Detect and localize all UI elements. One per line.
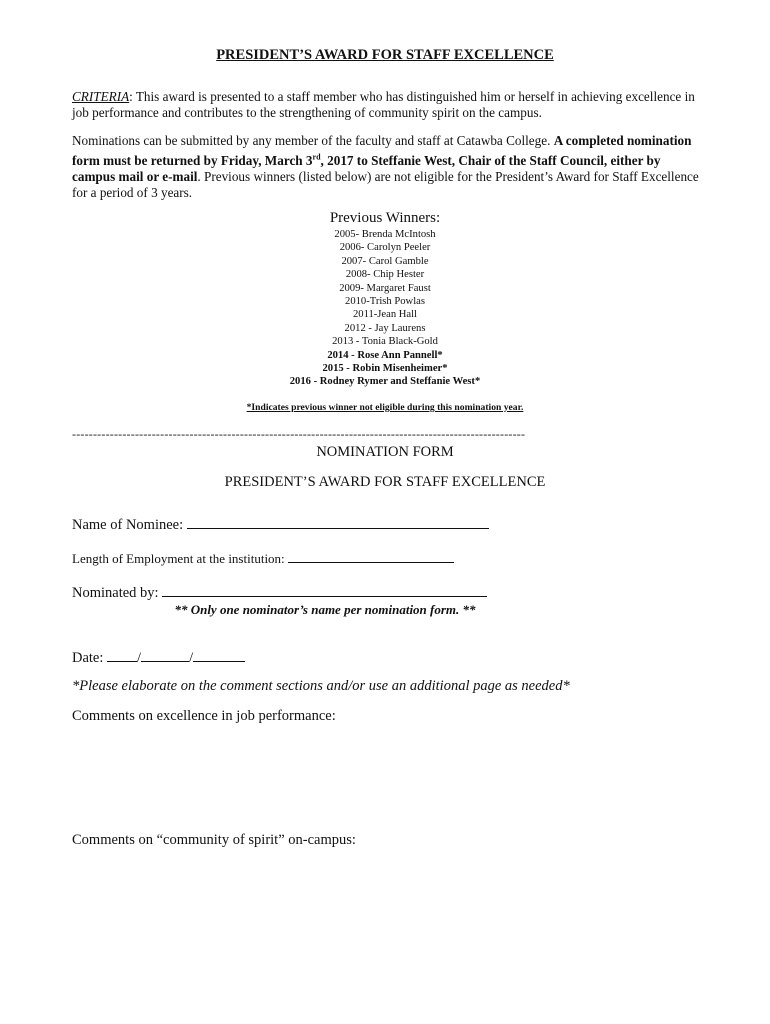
winner-item: 2006- Carolyn Peeler bbox=[339, 242, 431, 254]
winner-item: 2009- Margaret Faust bbox=[339, 282, 431, 294]
winner-item: 2005- Brenda McIntosh bbox=[334, 229, 436, 240]
deadline-part1: A completed nomination form must be returned by Friday, March 3 bbox=[72, 133, 692, 168]
nominee-label: Name of Nominee: bbox=[72, 517, 187, 533]
date-field-row bbox=[72, 649, 245, 667]
employment-label: Length of Employment at the institution: bbox=[72, 551, 288, 566]
nomination-intro: Nominations can be submitted by any member of the faculty and staff at Catawba College. bbox=[72, 133, 554, 148]
date-day-blank[interactable] bbox=[141, 649, 189, 662]
winner-item: 2012 - Jay Laurens bbox=[344, 322, 426, 334]
employment-field-row bbox=[72, 550, 454, 567]
employment-blank[interactable] bbox=[288, 550, 454, 563]
date-year-blank[interactable] bbox=[193, 649, 245, 662]
date-separator: / bbox=[189, 650, 194, 666]
winner-item: 2010-Trish Powlas bbox=[345, 296, 425, 308]
job-performance-comments-label: Comments on excellence in job performance: bbox=[72, 708, 336, 724]
previous-winners-heading: Previous Winners: bbox=[329, 210, 441, 226]
previous-winners-list bbox=[0, 228, 770, 389]
criteria-label: CRITERIA bbox=[72, 89, 130, 104]
elaborate-note: *Please elaborate on the comment sections and/or use an additional page as needed* bbox=[72, 678, 570, 694]
winner-item: 2016 - Rodney Rymer and Steffanie West* bbox=[289, 376, 481, 388]
nominee-field-row bbox=[72, 516, 489, 534]
date-month-blank[interactable] bbox=[107, 649, 137, 662]
date-separator: / bbox=[137, 650, 142, 666]
nomination-outro: . Previous winners (listed below) are not eligible for the President’s Award for Staff Excellence for a period of 3 years. bbox=[72, 168, 699, 201]
document-title: PRESIDENT’S AWARD FOR STAFF EXCELLENCE bbox=[216, 47, 554, 63]
nominated-by-field-row bbox=[72, 584, 487, 602]
nomination-paragraph bbox=[72, 133, 702, 202]
winner-item: 2008- Chip Hester bbox=[345, 269, 425, 281]
winner-item: 2011-Jean Hall bbox=[352, 309, 418, 321]
nomination-form-subheading: PRESIDENT’S AWARD FOR STAFF EXCELLENCE bbox=[224, 474, 546, 490]
one-nominator-note: ** Only one nominator’s name per nomination form. ** bbox=[174, 602, 476, 617]
community-spirit-comments-label: Comments on “community of spirit” on-campus: bbox=[72, 832, 356, 848]
deadline-sup: rd bbox=[312, 152, 321, 162]
winner-item: 2013 - Tonia Black-Gold bbox=[332, 336, 438, 348]
date-label: Date: bbox=[72, 650, 108, 666]
ineligible-footnote: *Indicates previous winner not eligible during this nomination year. bbox=[246, 402, 524, 413]
criteria-paragraph bbox=[72, 89, 702, 122]
deadline-part2: , 2017 to Steffanie West, Chair of the Staff Council, either by campus mail or e-mail bbox=[72, 152, 661, 184]
criteria-text: : This award is presented to a staff member who has distinguished him or herself in achieving excellence in job performance and contributes to the strengthening of community spirit on the campus. bbox=[72, 89, 695, 121]
nominated-by-blank[interactable] bbox=[162, 584, 487, 597]
winner-item: 2014 - Rose Ann Pannell* bbox=[327, 349, 443, 361]
nomination-form-heading: NOMINATION FORM bbox=[316, 444, 454, 460]
winner-item: 2015 - Robin Misenheimer* bbox=[322, 363, 448, 375]
nominated-by-label: Nominated by: bbox=[72, 585, 163, 601]
winner-item: 2007- Carol Gamble bbox=[341, 255, 429, 267]
dashed-divider: ------------------------------------------------------------------------------------------------------------ bbox=[72, 427, 526, 441]
nominee-blank[interactable] bbox=[187, 516, 489, 529]
